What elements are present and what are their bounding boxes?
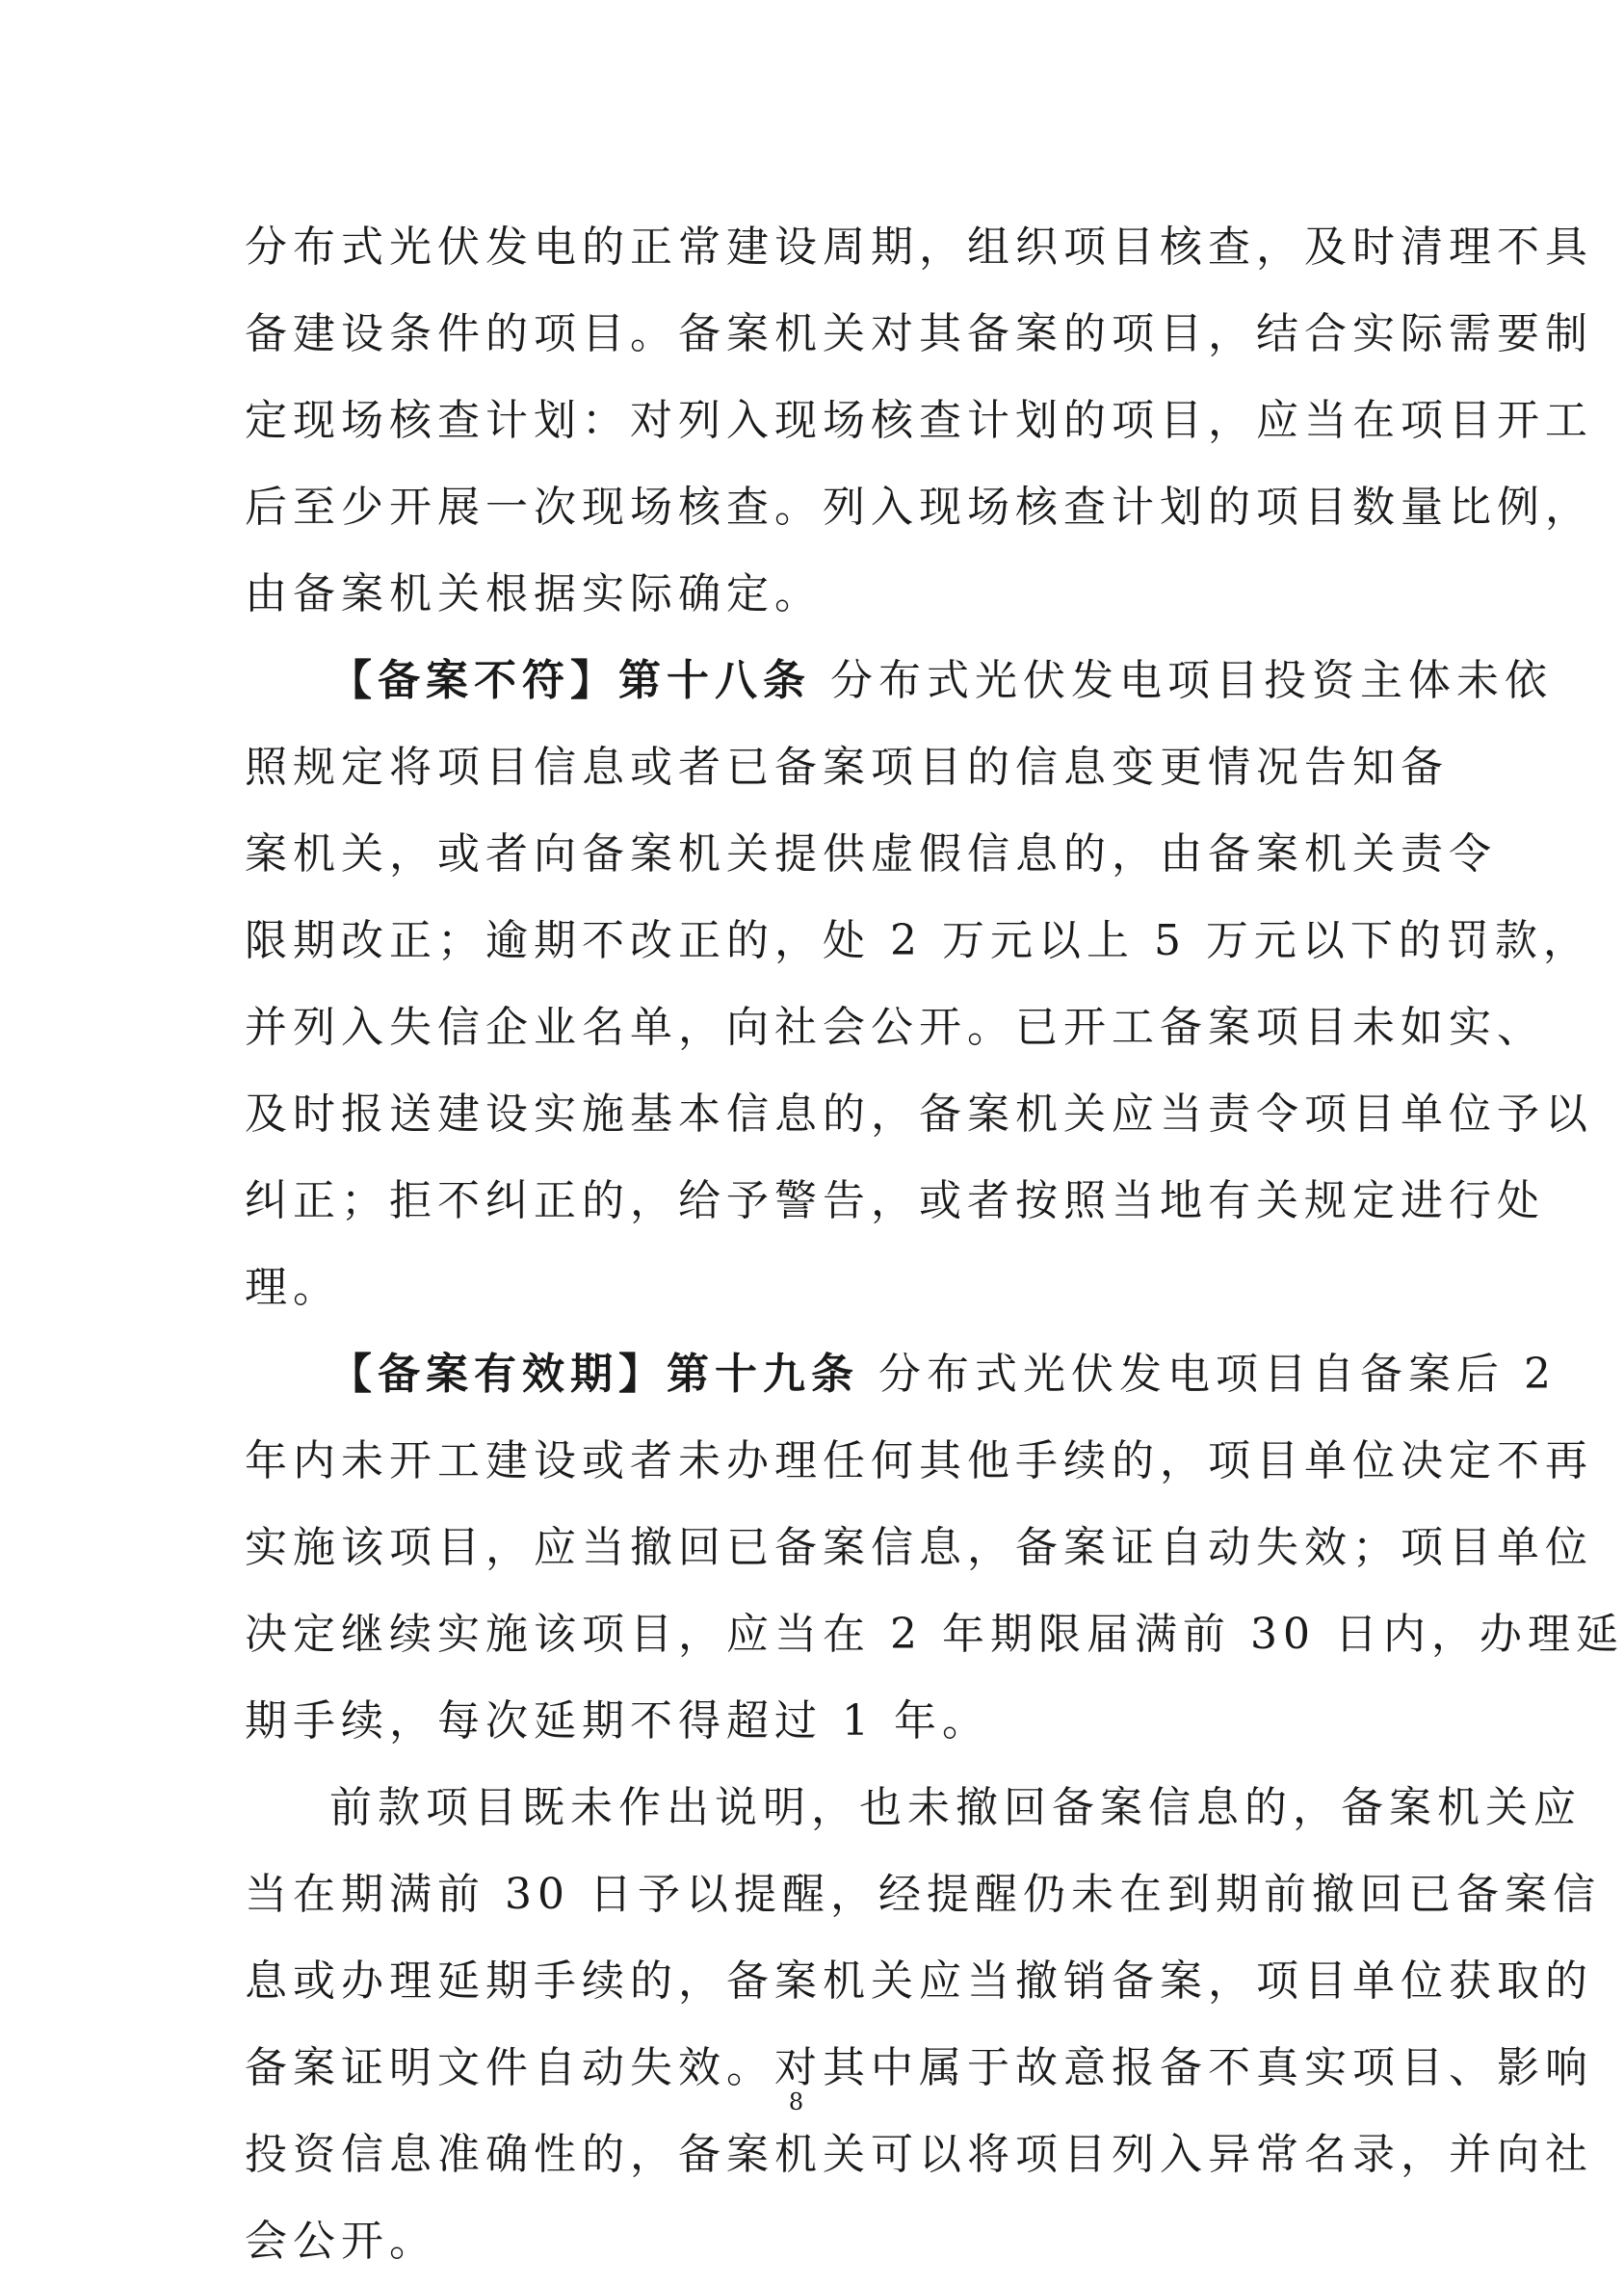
text-line: 备建设条件的项目。备案机关对其备案的项目，结合实际需要制 [245, 309, 1593, 358]
text-line: 由备案机关根据实际确定。 [245, 569, 823, 618]
text-line: 分布式光伏发电的正常建设周期，组织项目核查，及时清理不具 [245, 223, 1593, 272]
text-line: 并列入失信企业名单，向社会公开。已开工备案项目未如实、 [245, 1003, 1545, 1052]
text-line: 理。 [245, 1263, 341, 1312]
text-line: 案机关，或者向备案机关提供虚假信息的，由备案机关责令 [245, 829, 1497, 879]
text-line: 限期改正；逾期不改正的，处 2 万元以上 5 万元以下的罚款， [245, 916, 1591, 965]
text-line: 前款项目既未作出说明，也未撤回备案信息的，备案机关应 [329, 1783, 1582, 1832]
text-line: 期手续，每次延期不得超过 1 年。 [245, 1696, 990, 1746]
text-line: 纠正；拒不纠正的，给予警告，或者按照当地有关规定进行处 [245, 1176, 1545, 1225]
article-18-heading: 【备案不符】第十八条 [329, 656, 811, 705]
article-18-first-line [245, 638, 1553, 724]
article-18-text: 分布式光伏发电项目投资主体未依 [811, 656, 1553, 705]
text-line: 后至少开展一次现场核查。列入现场核查计划的项目数量比例， [245, 483, 1593, 532]
text-line: 年内未开工建设或者未办理任何其他手续的，项目单位决定不再 [245, 1436, 1593, 1485]
text-line: 当在期满前 30 日予以提醒，经提醒仍未在到期前撤回已备案信 [245, 1870, 1601, 1919]
text-line: 定现场核查计划：对列入现场核查计划的项目，应当在项目开工 [245, 396, 1593, 445]
article-19-first-line [245, 1331, 1557, 1418]
text-line: 实施该项目，应当撤回已备案信息，备案证自动失效；项目单位 [245, 1523, 1593, 1572]
text-line: 投资信息准确性的，备案机关可以将项目列入异常名录，并向社 [245, 2130, 1593, 2179]
text-line: 照规定将项目信息或者已备案项目的信息变更情况告知备 [245, 743, 1449, 792]
text-line: 备案证明文件自动失效。对其中属于故意报备不真实项目、影响 [245, 2043, 1593, 2092]
article-19-text: 分布式光伏发电项目自备案后 2 [859, 1350, 1557, 1399]
body-text [245, 204, 1624, 2285]
text-line: 息或办理延期手续的，备案机关应当撤销备案，项目单位获取的 [245, 1957, 1593, 2006]
page-number: 8 [788, 2088, 804, 2115]
text-line: 会公开。 [245, 2217, 437, 2266]
article-19-heading: 【备案有效期】第十九条 [329, 1350, 859, 1399]
text-line: 决定继续实施该项目，应当在 2 年期限届满前 30 日内，办理延 [245, 1610, 1624, 1659]
text-line: 及时报送建设实施基本信息的，备案机关应当责令项目单位予以 [245, 1090, 1593, 1139]
